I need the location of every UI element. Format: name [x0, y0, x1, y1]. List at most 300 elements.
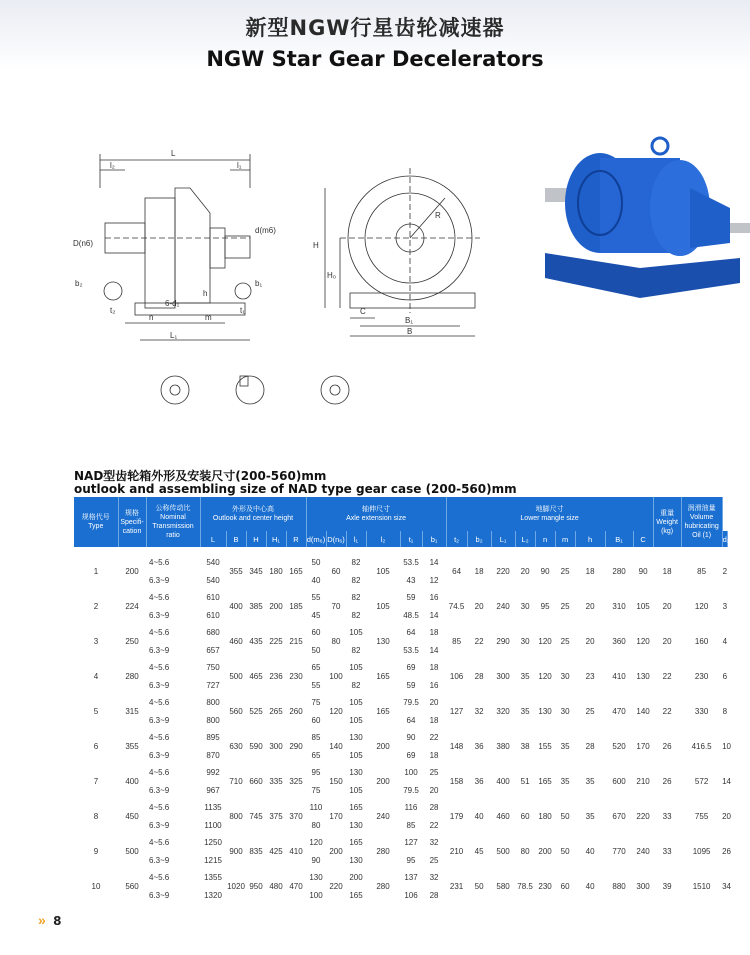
cell-H1: 200	[269, 602, 283, 611]
cell-weight: 1095	[692, 847, 711, 856]
cell-weight: 330	[694, 707, 709, 716]
cell-ratio-1: 6.3~9	[149, 645, 170, 655]
cell-B1: 520	[612, 742, 626, 751]
cell-h: 40	[585, 882, 595, 891]
sub-L: L	[200, 531, 226, 547]
cell-d-0: 130	[309, 873, 323, 883]
cell-d1: 20	[662, 602, 672, 611]
cell-n: 95	[540, 602, 550, 611]
cell-spec: 315	[125, 707, 139, 716]
cell-b2: 28	[474, 672, 484, 681]
cell-type: 3	[93, 637, 99, 646]
dim-label-D: D(n6)	[73, 239, 94, 248]
cell-b1-0: 22	[429, 733, 439, 743]
table-row	[74, 554, 728, 572]
cell-L2: 20	[520, 567, 530, 576]
cell-d1: 33	[662, 812, 672, 821]
cell-weight: 85	[697, 567, 707, 576]
cell-l1-0: 105	[349, 628, 363, 638]
cell-spec: 250	[125, 637, 139, 646]
cell-d1: 18	[662, 567, 672, 576]
cell-d-0: 55	[311, 593, 321, 603]
cell-B: 1020	[227, 882, 245, 891]
cell-L-0: 1250	[204, 838, 222, 848]
cell-b2: 45	[474, 847, 484, 856]
cell-oil: 14	[722, 777, 732, 786]
cell-b2: 36	[474, 742, 484, 751]
cell-ratio-1: 6.3~9	[149, 890, 170, 900]
cell-L-1: 540	[206, 575, 220, 585]
gear-reducer-photo	[540, 128, 750, 308]
cell-d-1: 45	[311, 610, 321, 620]
spec-table-body	[74, 547, 732, 904]
cell-b1-0: 32	[429, 873, 439, 883]
col-weight: 重量 Weight (kg)	[653, 497, 681, 547]
cell-h: 20	[585, 637, 595, 646]
cell-n: 120	[538, 672, 552, 681]
cell-b2: 36	[474, 777, 484, 786]
sub-L1: L₁	[491, 531, 515, 547]
cell-H1: 265	[269, 707, 283, 716]
cell-type: 4	[93, 672, 99, 681]
sub-n: n	[535, 531, 555, 547]
cell-l2: 240	[376, 812, 390, 821]
cell-type: 2	[93, 602, 99, 611]
cell-type: 6	[93, 742, 99, 751]
cell-L1: 240	[496, 602, 510, 611]
cell-ratio-1: 6.3~9	[149, 715, 170, 725]
cell-n: 130	[538, 707, 552, 716]
col-type: 规格代号 Type	[74, 497, 118, 547]
cell-B1: 410	[612, 672, 626, 681]
cell-D: 100	[329, 672, 343, 681]
cell-ratio-0: 4~5.6	[149, 838, 170, 848]
table-row	[74, 834, 728, 852]
cell-L-1: 870	[206, 750, 220, 760]
sub-b2: b₂	[467, 531, 491, 547]
cell-D: 220	[329, 882, 343, 891]
header-spacer-row	[74, 547, 728, 554]
cell-type: 9	[93, 847, 99, 856]
cell-H: 590	[249, 742, 263, 751]
cell-H1: 236	[269, 672, 283, 681]
cell-d-1: 65	[311, 750, 321, 760]
cell-weight: 572	[694, 777, 709, 786]
cell-b1-1: 22	[429, 820, 439, 830]
dim-label-l1: l₁	[237, 161, 242, 170]
technical-drawing	[65, 128, 505, 438]
cell-d1: 20	[662, 637, 672, 646]
table-caption-en: outlook and assembling size of NAD type gear case (200-560)mm	[74, 482, 517, 496]
cell-b1-1: 14	[429, 645, 439, 655]
cell-L2: 30	[520, 637, 530, 646]
cell-L-1: 800	[206, 715, 220, 725]
table-row	[74, 624, 728, 642]
cell-R: 165	[289, 567, 303, 576]
cell-oil: 3	[722, 602, 728, 611]
cell-L1: 580	[496, 882, 510, 891]
cell-t1-0: 137	[404, 873, 418, 883]
cell-H1: 225	[269, 637, 283, 646]
cell-h: 35	[585, 777, 595, 786]
cell-type: 10	[91, 882, 101, 891]
cell-L-0: 750	[206, 663, 220, 673]
cell-h: 20	[585, 602, 595, 611]
cell-B1: 670	[612, 812, 626, 821]
cell-t1-1: 85	[406, 820, 416, 830]
cell-oil: 26	[722, 847, 732, 856]
cell-H: 745	[249, 812, 263, 821]
cell-H1: 180	[269, 567, 283, 576]
cell-t1-1: 48.5	[403, 610, 419, 620]
cell-B1: 770	[612, 847, 626, 856]
cell-ratio-0: 4~5.6	[149, 698, 170, 708]
cell-ratio-1: 6.3~9	[149, 610, 170, 620]
cell-t1-1: 95	[406, 855, 416, 865]
cell-t1-0: 64	[406, 628, 416, 638]
cell-h: 40	[585, 847, 595, 856]
cell-R: 470	[289, 882, 303, 891]
sub-l2: l₂	[366, 531, 400, 547]
cell-t1-1: 59	[406, 680, 416, 690]
cell-L2: 35	[520, 672, 530, 681]
cell-l1-0: 82	[351, 593, 361, 603]
cell-l2: 280	[376, 882, 390, 891]
cell-l2: 165	[376, 672, 390, 681]
cell-oil: 10	[722, 742, 732, 751]
cell-D: 200	[329, 847, 343, 856]
cell-m: 25	[560, 637, 570, 646]
col-ratio: 公称传动比 Nominal Transmission ratio	[146, 497, 200, 547]
cell-l1-0: 200	[349, 873, 363, 883]
cell-oil: 6	[722, 672, 728, 681]
cell-t1-0: 90	[406, 733, 416, 743]
table-row	[74, 694, 728, 712]
cell-b1-0: 16	[429, 593, 439, 603]
cell-oil: 34	[722, 882, 732, 891]
sub-B: B	[226, 531, 246, 547]
sub-R: R	[286, 531, 306, 547]
cell-L-1: 967	[206, 785, 220, 795]
cell-b2: 22	[474, 637, 484, 646]
cell-L-1: 657	[206, 645, 220, 655]
cell-L-0: 895	[206, 733, 220, 743]
cell-H: 660	[249, 777, 263, 786]
cell-h: 23	[585, 672, 595, 681]
cell-d-0: 85	[311, 733, 321, 743]
dim-label-6d1: 6-d₁	[165, 299, 180, 308]
cell-H: 525	[249, 707, 263, 716]
cell-type: 1	[93, 567, 99, 576]
cell-B: 355	[229, 567, 243, 576]
cell-l1-0: 165	[349, 803, 363, 813]
cell-L1: 460	[496, 812, 510, 821]
cell-d1: 26	[662, 742, 672, 751]
cell-weight: 1510	[692, 882, 711, 891]
cell-C: 300	[636, 882, 650, 891]
cell-L-0: 1135	[204, 803, 222, 813]
cell-b1-0: 25	[429, 768, 439, 778]
cell-l2: 200	[376, 742, 390, 751]
cell-d-1: 55	[311, 680, 321, 690]
cell-h: 28	[585, 742, 595, 751]
cell-oil: 2	[722, 567, 728, 576]
cell-m: 30	[560, 672, 570, 681]
cell-B: 630	[229, 742, 243, 751]
cell-l1-0: 82	[351, 558, 361, 568]
cell-b2: 32	[474, 707, 484, 716]
cell-spec: 200	[125, 567, 139, 576]
cell-b1-0: 32	[429, 838, 439, 848]
cell-t1-1: 64	[406, 715, 416, 725]
cell-b1-1: 12	[429, 575, 439, 585]
page-footer	[38, 912, 62, 928]
cell-ratio-1: 6.3~9	[149, 785, 170, 795]
cell-B: 900	[229, 847, 243, 856]
cell-ratio-0: 4~5.6	[149, 803, 170, 813]
cell-m: 25	[560, 567, 570, 576]
cell-ratio-0: 4~5.6	[149, 768, 170, 778]
cell-t2: 210	[449, 847, 464, 856]
cell-t1-0: 127	[404, 838, 418, 848]
cell-l1-1: 130	[349, 855, 363, 865]
cell-b1-1: 28	[429, 890, 439, 900]
cell-t2: 64	[452, 567, 462, 576]
cell-b2: 20	[474, 602, 484, 611]
sub-L2: L₂	[515, 531, 535, 547]
cell-t1-1: 106	[404, 890, 418, 900]
cell-L2: 35	[520, 707, 530, 716]
spec-table	[74, 497, 732, 904]
cell-m: 50	[560, 812, 570, 821]
dim-label-B: B	[407, 327, 413, 336]
cell-l1-1: 105	[349, 785, 363, 795]
cell-R: 410	[289, 847, 303, 856]
sub-l1: l₁	[346, 531, 366, 547]
cell-H: 385	[249, 602, 263, 611]
cell-L1: 290	[496, 637, 510, 646]
cell-t2: 148	[449, 742, 464, 751]
sub-t1: t₁	[400, 531, 422, 547]
cell-t2: 231	[449, 882, 464, 891]
cell-d-1: 60	[311, 715, 321, 725]
table-row	[74, 869, 728, 887]
cell-l1-0: 165	[349, 838, 363, 848]
cell-L-1: 1215	[204, 855, 222, 865]
table-row	[74, 659, 728, 677]
cell-t1-0: 53.5	[403, 558, 419, 568]
cell-b1-0: 28	[429, 803, 439, 813]
table-row	[74, 589, 728, 607]
cell-l2: 105	[376, 602, 390, 611]
title-chinese: 新型NGW行星齿轮减速器	[245, 16, 505, 40]
cell-l1-0: 130	[349, 768, 363, 778]
cell-weight: 755	[694, 812, 709, 821]
dim-label-H: H	[313, 241, 319, 250]
cell-l1-0: 130	[349, 733, 363, 743]
cell-L2: 30	[520, 602, 530, 611]
cell-l1-1: 82	[351, 575, 361, 585]
dim-label-B1: B₁	[405, 316, 414, 325]
cell-d1: 39	[662, 882, 672, 891]
cell-type: 8	[93, 812, 99, 821]
cell-C: 90	[638, 567, 648, 576]
cell-L2: 38	[520, 742, 530, 751]
sub-D: D(n₆)	[326, 531, 346, 547]
cell-h: 25	[585, 707, 595, 716]
cell-oil: 8	[722, 707, 728, 716]
dim-label-R: R	[435, 211, 441, 220]
cell-weight: 230	[694, 672, 709, 681]
cell-b1-0: 18	[429, 663, 439, 673]
cell-oil: 20	[722, 812, 732, 821]
cell-L-0: 1355	[204, 873, 222, 883]
cell-B1: 280	[612, 567, 626, 576]
cell-L-0: 540	[206, 558, 220, 568]
cell-l1-0: 105	[349, 663, 363, 673]
cell-spec: 400	[125, 777, 139, 786]
cell-H1: 300	[269, 742, 283, 751]
cell-L-0: 992	[206, 768, 220, 778]
cell-B: 710	[229, 777, 243, 786]
cell-ratio-0: 4~5.6	[149, 593, 170, 603]
cell-R: 215	[289, 637, 303, 646]
cell-ratio-0: 4~5.6	[149, 628, 170, 638]
cell-l1-1: 82	[351, 610, 361, 620]
group-axle: 轴伸尺寸 Axle extension size	[306, 497, 446, 531]
cell-H: 950	[249, 882, 263, 891]
cell-L-1: 1320	[204, 890, 222, 900]
cell-L1: 220	[496, 567, 510, 576]
page-number: 8	[53, 914, 62, 928]
cell-spec: 500	[125, 847, 139, 856]
cell-l1-1: 105	[349, 715, 363, 725]
cell-t1-1: 43	[406, 575, 416, 585]
sub-h: h	[575, 531, 605, 547]
cell-t1-1: 69	[406, 750, 416, 760]
cell-weight: 120	[694, 602, 709, 611]
cell-b1-0: 20	[429, 698, 439, 708]
cell-ratio-0: 4~5.6	[149, 873, 170, 883]
cell-L-0: 680	[206, 628, 220, 638]
cell-L-0: 610	[206, 593, 220, 603]
cell-type: 5	[93, 707, 99, 716]
cell-d-0: 110	[309, 803, 323, 813]
cell-t1-0: 116	[404, 803, 418, 813]
cell-d-1: 75	[311, 785, 321, 795]
dim-label-t2: t₂	[110, 306, 116, 315]
cell-spec: 450	[125, 812, 139, 821]
cell-D: 170	[329, 812, 343, 821]
double-chevron-icon: »	[38, 912, 46, 928]
cell-ratio-1: 6.3~9	[149, 575, 170, 585]
cell-R: 290	[289, 742, 303, 751]
table-caption-cn: NAD型齿轮箱外形及安装尺寸(200-560)mm	[74, 469, 327, 483]
cell-b1-1: 18	[429, 750, 439, 760]
cell-L-1: 1100	[204, 820, 222, 830]
cell-b2: 18	[474, 567, 484, 576]
sub-H: H	[246, 531, 266, 547]
dim-label-b1: b₁	[255, 279, 263, 288]
cell-ratio-1: 6.3~9	[149, 855, 170, 865]
cell-D: 120	[329, 707, 343, 716]
cell-n: 90	[540, 567, 550, 576]
cell-C: 220	[636, 812, 650, 821]
cell-t2: 74.5	[448, 602, 465, 611]
cell-t2: 127	[449, 707, 464, 716]
cell-l1-1: 82	[351, 680, 361, 690]
cell-H1: 480	[269, 882, 283, 891]
cell-t2: 158	[449, 777, 464, 786]
dim-label-C: C	[360, 307, 366, 316]
cell-t1-0: 59	[406, 593, 416, 603]
cell-b2: 40	[474, 812, 484, 821]
cell-C: 170	[636, 742, 650, 751]
cell-t1-0: 69	[406, 663, 416, 673]
cell-L2: 80	[520, 847, 530, 856]
cell-ratio-0: 4~5.6	[149, 558, 170, 568]
cell-t1-0: 100	[404, 768, 418, 778]
cell-m: 25	[560, 602, 570, 611]
cell-spec: 560	[125, 882, 139, 891]
col-oil: 润滑油量 Volume hubricating Oil (1)	[681, 497, 722, 547]
sub-t2: t₂	[446, 531, 467, 547]
cell-d-0: 50	[311, 558, 321, 568]
cell-t1-0: 79.5	[403, 698, 419, 708]
dim-label-h: h	[203, 289, 208, 298]
cell-l1-1: 165	[349, 890, 363, 900]
cell-C: 105	[636, 602, 650, 611]
dim-label-b2: b₂	[75, 279, 83, 288]
cell-l1-1: 105	[349, 750, 363, 760]
cell-ratio-1: 6.3~9	[149, 820, 170, 830]
cell-type: 7	[93, 777, 99, 786]
cell-d-0: 120	[309, 838, 323, 848]
cell-weight: 416.5	[691, 742, 712, 751]
cell-b1-1: 18	[429, 715, 439, 725]
dim-label-d: d(m6)	[255, 226, 276, 235]
cell-d-1: 90	[311, 855, 321, 865]
cell-L-1: 727	[206, 680, 220, 690]
cell-l2: 130	[376, 637, 390, 646]
cell-d1: 22	[662, 707, 672, 716]
cell-h: 35	[585, 812, 595, 821]
dim-label-t1: t₁	[240, 306, 245, 315]
cell-ratio-1: 6.3~9	[149, 750, 170, 760]
cell-R: 260	[289, 707, 303, 716]
sub-d1: d₁	[722, 531, 727, 547]
cell-H1: 335	[269, 777, 283, 786]
cell-L-1: 610	[206, 610, 220, 620]
cell-D: 70	[331, 602, 341, 611]
cell-b1-1: 16	[429, 680, 439, 690]
cell-B1: 470	[612, 707, 626, 716]
cell-b1-1: 20	[429, 785, 439, 795]
cell-m: 60	[560, 882, 570, 891]
cell-ratio-1: 6.3~9	[149, 680, 170, 690]
cell-d1: 33	[662, 847, 672, 856]
cell-spec: 280	[125, 672, 139, 681]
cell-t1-1: 79.5	[403, 785, 419, 795]
cell-L2: 51	[520, 777, 530, 786]
cell-R: 325	[289, 777, 303, 786]
cell-R: 230	[289, 672, 303, 681]
cell-B: 460	[229, 637, 243, 646]
cell-L2: 60	[520, 812, 530, 821]
cell-n: 230	[538, 882, 552, 891]
cell-B: 500	[229, 672, 243, 681]
sub-b1: b₁	[422, 531, 446, 547]
